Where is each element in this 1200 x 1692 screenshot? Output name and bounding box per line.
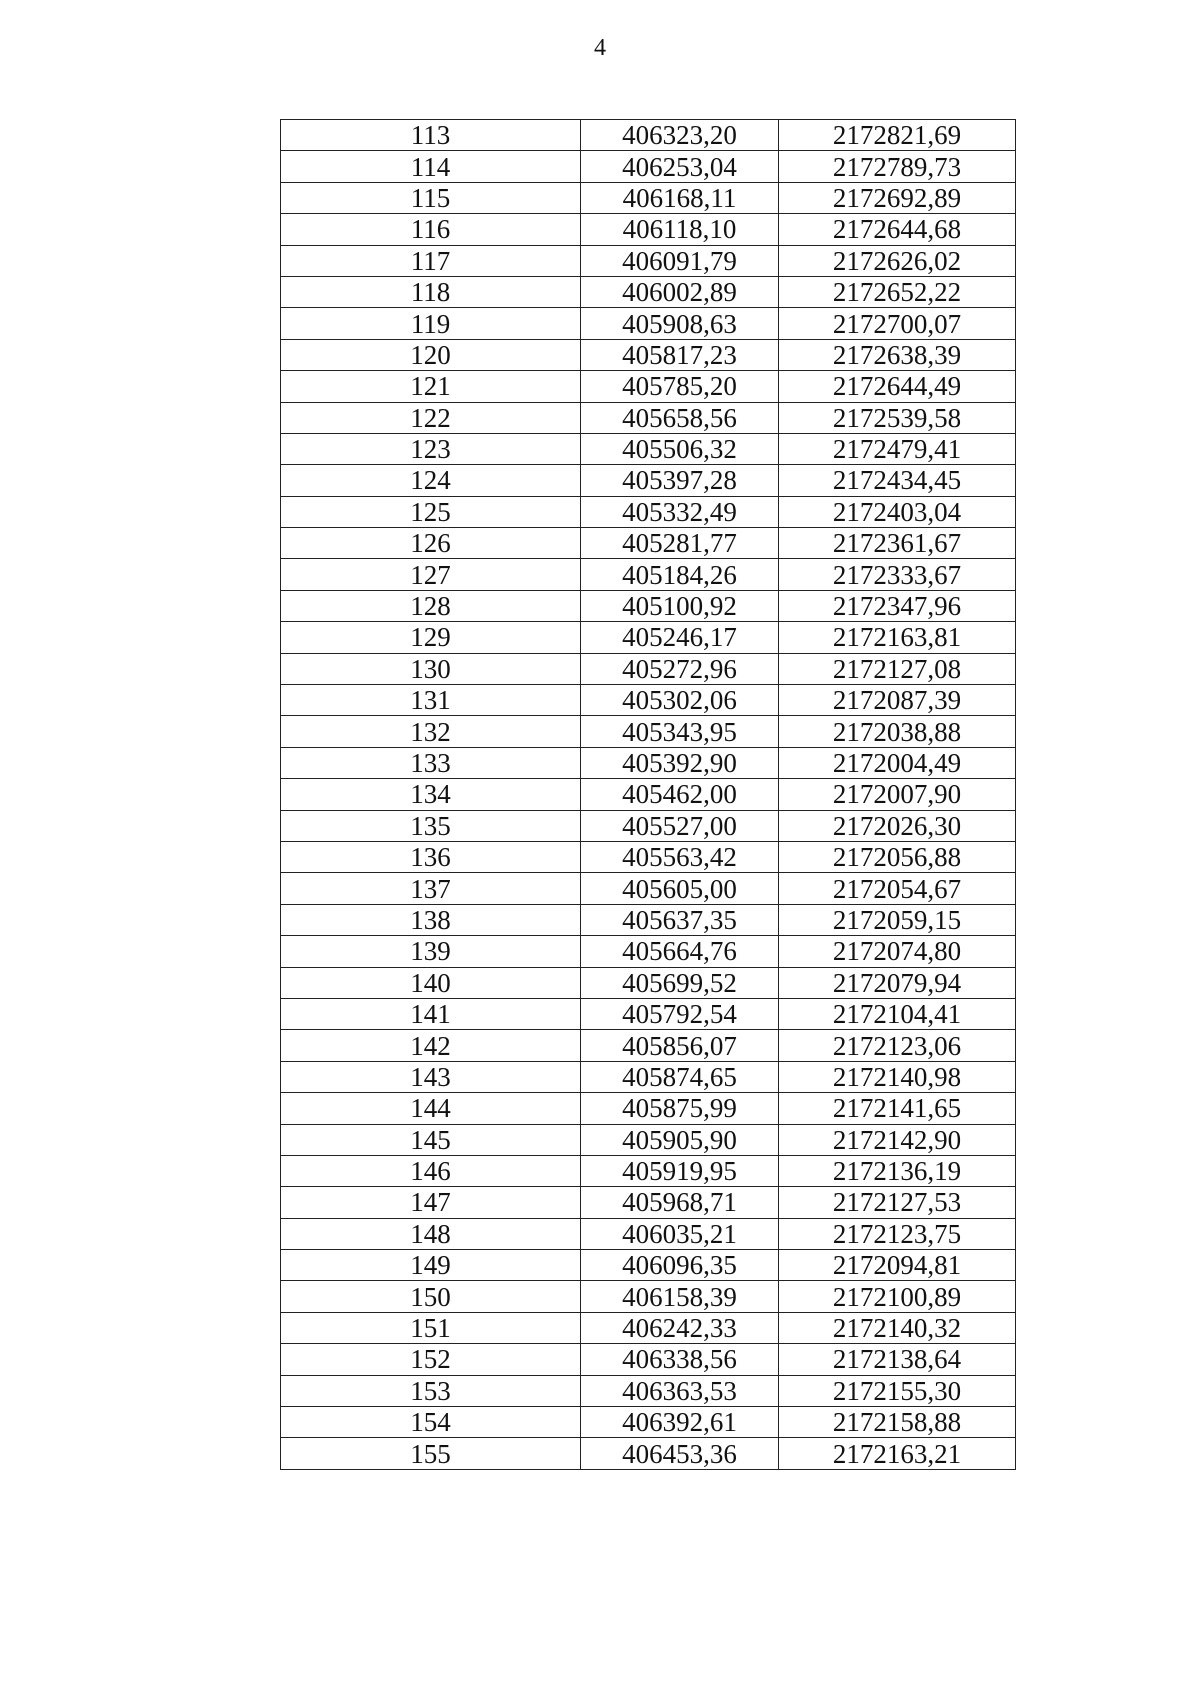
point-number-cell: 126 bbox=[281, 528, 581, 559]
point-number-cell: 130 bbox=[281, 653, 581, 684]
x-coordinate-cell: 405905,90 bbox=[581, 1124, 779, 1155]
table-row bbox=[281, 685, 1016, 716]
point-number-cell: 153 bbox=[281, 1375, 581, 1406]
x-coordinate-cell: 406363,53 bbox=[581, 1375, 779, 1406]
point-number-cell: 134 bbox=[281, 779, 581, 810]
y-coordinate-cell: 2172155,30 bbox=[779, 1375, 1016, 1406]
point-number-cell: 124 bbox=[281, 465, 581, 496]
x-coordinate-cell: 405968,71 bbox=[581, 1187, 779, 1218]
y-coordinate-cell: 2172638,39 bbox=[779, 339, 1016, 370]
table-row bbox=[281, 120, 1016, 151]
y-coordinate-cell: 2172142,90 bbox=[779, 1124, 1016, 1155]
point-number-cell: 146 bbox=[281, 1155, 581, 1186]
point-number-cell: 129 bbox=[281, 622, 581, 653]
y-coordinate-cell: 2172007,90 bbox=[779, 779, 1016, 810]
y-coordinate-cell: 2172136,19 bbox=[779, 1155, 1016, 1186]
y-coordinate-cell: 2172123,75 bbox=[779, 1218, 1016, 1249]
x-coordinate-cell: 406253,04 bbox=[581, 151, 779, 182]
point-number-cell: 138 bbox=[281, 904, 581, 935]
y-coordinate-cell: 2172026,30 bbox=[779, 810, 1016, 841]
table-row bbox=[281, 653, 1016, 684]
table-row bbox=[281, 1155, 1016, 1186]
table-row bbox=[281, 1218, 1016, 1249]
y-coordinate-cell: 2172403,04 bbox=[779, 496, 1016, 527]
point-number-cell: 139 bbox=[281, 936, 581, 967]
x-coordinate-cell: 405563,42 bbox=[581, 841, 779, 872]
y-coordinate-cell: 2172079,94 bbox=[779, 967, 1016, 998]
point-number-cell: 144 bbox=[281, 1093, 581, 1124]
point-number-cell: 117 bbox=[281, 245, 581, 276]
y-coordinate-cell: 2172054,67 bbox=[779, 873, 1016, 904]
coordinates-table-body bbox=[281, 120, 1016, 1470]
y-coordinate-cell: 2172056,88 bbox=[779, 841, 1016, 872]
table-row bbox=[281, 747, 1016, 778]
table-row bbox=[281, 465, 1016, 496]
x-coordinate-cell: 406168,11 bbox=[581, 182, 779, 213]
x-coordinate-cell: 405856,07 bbox=[581, 1030, 779, 1061]
x-coordinate-cell: 405343,95 bbox=[581, 716, 779, 747]
x-coordinate-cell: 405527,00 bbox=[581, 810, 779, 841]
y-coordinate-cell: 2172692,89 bbox=[779, 182, 1016, 213]
x-coordinate-cell: 406453,36 bbox=[581, 1438, 779, 1469]
x-coordinate-cell: 406158,39 bbox=[581, 1281, 779, 1312]
table-row bbox=[281, 182, 1016, 213]
y-coordinate-cell: 2172333,67 bbox=[779, 559, 1016, 590]
y-coordinate-cell: 2172140,32 bbox=[779, 1312, 1016, 1343]
coordinates-table bbox=[280, 119, 1016, 1470]
point-number-cell: 120 bbox=[281, 339, 581, 370]
point-number-cell: 132 bbox=[281, 716, 581, 747]
y-coordinate-cell: 2172038,88 bbox=[779, 716, 1016, 747]
table-row bbox=[281, 1281, 1016, 1312]
y-coordinate-cell: 2172074,80 bbox=[779, 936, 1016, 967]
point-number-cell: 121 bbox=[281, 371, 581, 402]
table-row bbox=[281, 622, 1016, 653]
point-number-cell: 155 bbox=[281, 1438, 581, 1469]
table-row bbox=[281, 402, 1016, 433]
x-coordinate-cell: 405785,20 bbox=[581, 371, 779, 402]
table-row bbox=[281, 371, 1016, 402]
y-coordinate-cell: 2172644,68 bbox=[779, 214, 1016, 245]
y-coordinate-cell: 2172539,58 bbox=[779, 402, 1016, 433]
y-coordinate-cell: 2172644,49 bbox=[779, 371, 1016, 402]
table-row bbox=[281, 841, 1016, 872]
x-coordinate-cell: 405637,35 bbox=[581, 904, 779, 935]
point-number-cell: 151 bbox=[281, 1312, 581, 1343]
table-row bbox=[281, 779, 1016, 810]
y-coordinate-cell: 2172163,81 bbox=[779, 622, 1016, 653]
y-coordinate-cell: 2172004,49 bbox=[779, 747, 1016, 778]
y-coordinate-cell: 2172789,73 bbox=[779, 151, 1016, 182]
table-row bbox=[281, 214, 1016, 245]
table-row bbox=[281, 1124, 1016, 1155]
point-number-cell: 152 bbox=[281, 1344, 581, 1375]
y-coordinate-cell: 2172361,67 bbox=[779, 528, 1016, 559]
table-row bbox=[281, 276, 1016, 307]
point-number-cell: 137 bbox=[281, 873, 581, 904]
x-coordinate-cell: 406035,21 bbox=[581, 1218, 779, 1249]
x-coordinate-cell: 405281,77 bbox=[581, 528, 779, 559]
y-coordinate-cell: 2172163,21 bbox=[779, 1438, 1016, 1469]
point-number-cell: 116 bbox=[281, 214, 581, 245]
y-coordinate-cell: 2172127,53 bbox=[779, 1187, 1016, 1218]
y-coordinate-cell: 2172140,98 bbox=[779, 1061, 1016, 1092]
point-number-cell: 154 bbox=[281, 1407, 581, 1438]
table-row bbox=[281, 1093, 1016, 1124]
table-row bbox=[281, 810, 1016, 841]
table-row bbox=[281, 998, 1016, 1029]
point-number-cell: 119 bbox=[281, 308, 581, 339]
point-number-cell: 143 bbox=[281, 1061, 581, 1092]
point-number-cell: 147 bbox=[281, 1187, 581, 1218]
point-number-cell: 123 bbox=[281, 433, 581, 464]
table-row bbox=[281, 1312, 1016, 1343]
x-coordinate-cell: 406096,35 bbox=[581, 1250, 779, 1281]
table-row bbox=[281, 245, 1016, 276]
x-coordinate-cell: 405272,96 bbox=[581, 653, 779, 684]
x-coordinate-cell: 405462,00 bbox=[581, 779, 779, 810]
x-coordinate-cell: 406242,33 bbox=[581, 1312, 779, 1343]
x-coordinate-cell: 405302,06 bbox=[581, 685, 779, 716]
y-coordinate-cell: 2172434,45 bbox=[779, 465, 1016, 496]
table-row bbox=[281, 936, 1016, 967]
x-coordinate-cell: 406118,10 bbox=[581, 214, 779, 245]
x-coordinate-cell: 405875,99 bbox=[581, 1093, 779, 1124]
y-coordinate-cell: 2172479,41 bbox=[779, 433, 1016, 464]
point-number-cell: 142 bbox=[281, 1030, 581, 1061]
table-row bbox=[281, 308, 1016, 339]
x-coordinate-cell: 405392,90 bbox=[581, 747, 779, 778]
x-coordinate-cell: 405874,65 bbox=[581, 1061, 779, 1092]
point-number-cell: 141 bbox=[281, 998, 581, 1029]
table-row bbox=[281, 1061, 1016, 1092]
x-coordinate-cell: 405908,63 bbox=[581, 308, 779, 339]
y-coordinate-cell: 2172100,89 bbox=[779, 1281, 1016, 1312]
point-number-cell: 133 bbox=[281, 747, 581, 778]
table-row bbox=[281, 339, 1016, 370]
table-row bbox=[281, 528, 1016, 559]
table-row bbox=[281, 1438, 1016, 1469]
point-number-cell: 136 bbox=[281, 841, 581, 872]
point-number-cell: 122 bbox=[281, 402, 581, 433]
table-row bbox=[281, 590, 1016, 621]
x-coordinate-cell: 406338,56 bbox=[581, 1344, 779, 1375]
point-number-cell: 113 bbox=[281, 120, 581, 151]
y-coordinate-cell: 2172094,81 bbox=[779, 1250, 1016, 1281]
table-row bbox=[281, 904, 1016, 935]
x-coordinate-cell: 405332,49 bbox=[581, 496, 779, 527]
y-coordinate-cell: 2172700,07 bbox=[779, 308, 1016, 339]
point-number-cell: 150 bbox=[281, 1281, 581, 1312]
y-coordinate-cell: 2172141,65 bbox=[779, 1093, 1016, 1124]
table-row bbox=[281, 1375, 1016, 1406]
y-coordinate-cell: 2172123,06 bbox=[779, 1030, 1016, 1061]
point-number-cell: 127 bbox=[281, 559, 581, 590]
y-coordinate-cell: 2172347,96 bbox=[779, 590, 1016, 621]
x-coordinate-cell: 405792,54 bbox=[581, 998, 779, 1029]
point-number-cell: 115 bbox=[281, 182, 581, 213]
table-row bbox=[281, 716, 1016, 747]
x-coordinate-cell: 405664,76 bbox=[581, 936, 779, 967]
point-number-cell: 131 bbox=[281, 685, 581, 716]
x-coordinate-cell: 405397,28 bbox=[581, 465, 779, 496]
x-coordinate-cell: 406323,20 bbox=[581, 120, 779, 151]
table-row bbox=[281, 151, 1016, 182]
x-coordinate-cell: 405919,95 bbox=[581, 1155, 779, 1186]
y-coordinate-cell: 2172626,02 bbox=[779, 245, 1016, 276]
x-coordinate-cell: 405100,92 bbox=[581, 590, 779, 621]
point-number-cell: 145 bbox=[281, 1124, 581, 1155]
x-coordinate-cell: 405506,32 bbox=[581, 433, 779, 464]
page-number: 4 bbox=[594, 35, 606, 61]
x-coordinate-cell: 405817,23 bbox=[581, 339, 779, 370]
x-coordinate-cell: 405184,26 bbox=[581, 559, 779, 590]
x-coordinate-cell: 406091,79 bbox=[581, 245, 779, 276]
table-row bbox=[281, 1344, 1016, 1375]
table-row bbox=[281, 496, 1016, 527]
y-coordinate-cell: 2172087,39 bbox=[779, 685, 1016, 716]
point-number-cell: 148 bbox=[281, 1218, 581, 1249]
point-number-cell: 118 bbox=[281, 276, 581, 307]
point-number-cell: 128 bbox=[281, 590, 581, 621]
x-coordinate-cell: 405605,00 bbox=[581, 873, 779, 904]
table-row bbox=[281, 433, 1016, 464]
y-coordinate-cell: 2172127,08 bbox=[779, 653, 1016, 684]
y-coordinate-cell: 2172138,64 bbox=[779, 1344, 1016, 1375]
table-row bbox=[281, 1407, 1016, 1438]
table-row bbox=[281, 559, 1016, 590]
table-row bbox=[281, 1250, 1016, 1281]
point-number-cell: 135 bbox=[281, 810, 581, 841]
x-coordinate-cell: 406002,89 bbox=[581, 276, 779, 307]
x-coordinate-cell: 405699,52 bbox=[581, 967, 779, 998]
x-coordinate-cell: 406392,61 bbox=[581, 1407, 779, 1438]
point-number-cell: 149 bbox=[281, 1250, 581, 1281]
x-coordinate-cell: 405246,17 bbox=[581, 622, 779, 653]
y-coordinate-cell: 2172104,41 bbox=[779, 998, 1016, 1029]
y-coordinate-cell: 2172059,15 bbox=[779, 904, 1016, 935]
point-number-cell: 114 bbox=[281, 151, 581, 182]
y-coordinate-cell: 2172652,22 bbox=[779, 276, 1016, 307]
point-number-cell: 125 bbox=[281, 496, 581, 527]
point-number-cell: 140 bbox=[281, 967, 581, 998]
table-row bbox=[281, 873, 1016, 904]
y-coordinate-cell: 2172158,88 bbox=[779, 1407, 1016, 1438]
table-row bbox=[281, 967, 1016, 998]
x-coordinate-cell: 405658,56 bbox=[581, 402, 779, 433]
table-row bbox=[281, 1187, 1016, 1218]
y-coordinate-cell: 2172821,69 bbox=[779, 120, 1016, 151]
table-row bbox=[281, 1030, 1016, 1061]
